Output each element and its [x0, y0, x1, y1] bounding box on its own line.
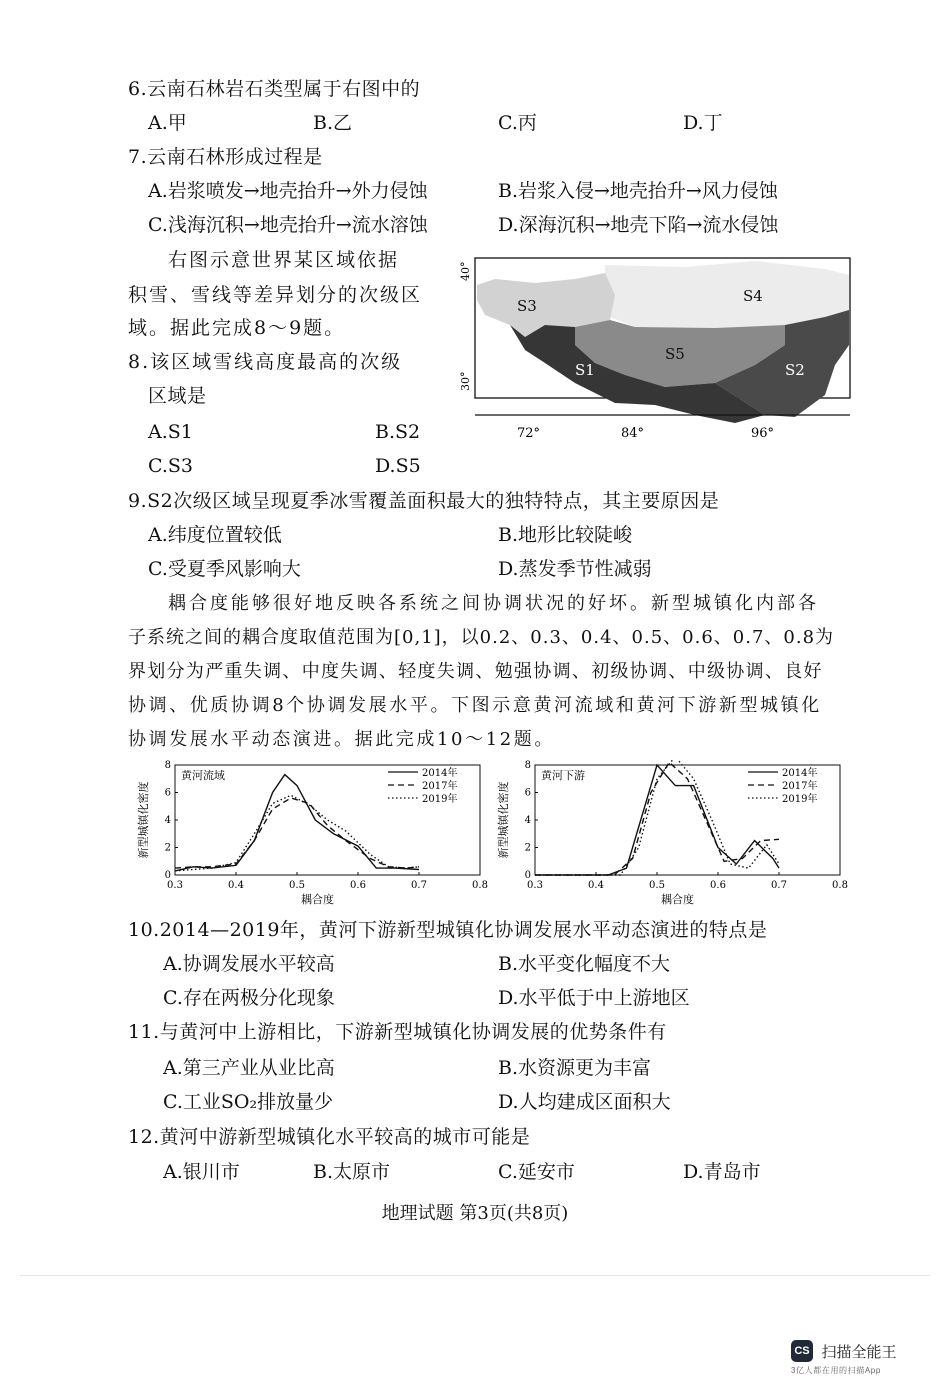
map-label-s4: S4: [743, 287, 763, 305]
legend-label: 2019年: [782, 794, 818, 805]
scanner-logo-icon: CS: [791, 1340, 813, 1362]
legend-label: 2017年: [782, 781, 818, 792]
q7-option-c: C.浅海沉积→地壳抬升→流水溶蚀: [148, 214, 428, 236]
x-tick-label: 0.6: [350, 880, 366, 891]
q9-option-c: C.受夏季风影响大: [148, 558, 301, 580]
map-lon-label-72: 72°: [517, 426, 541, 441]
x-tick-label: 0.7: [411, 880, 427, 891]
q6-stem: 6.云南石林岩石类型属于右图中的: [128, 78, 421, 100]
y-tick-label: 2: [164, 842, 171, 854]
q11-stem: 11.与黄河中上游相比，下游新型城镇化协调发展的优势条件有: [128, 1021, 667, 1043]
q9-option-a: A.纬度位置较低: [148, 524, 282, 546]
map-lat-label-40: 40°: [459, 261, 472, 281]
map-label-s5: S5: [665, 345, 685, 363]
x-axis-label: 耦合度: [301, 893, 334, 906]
scanner-slogan: 3亿人都在用的扫描App: [791, 1366, 881, 1375]
chart-yellow-river-basin: [135, 760, 495, 910]
x-tick-label: 0.5: [649, 880, 665, 891]
y-tick-label: 6: [524, 787, 531, 799]
x-tick-label: 0.3: [167, 880, 183, 891]
q8-option-d: D.S5: [375, 455, 421, 477]
q6-option-d: D.丁: [683, 112, 723, 134]
q8-stem: 8.该区域雪线高度最高的次级: [128, 351, 403, 373]
q12-option-b: B.太原市: [313, 1161, 391, 1183]
q7-option-d: D.深海沉积→地壳下陷→流水侵蚀: [498, 214, 779, 236]
map-lon-label-96: 96°: [751, 426, 775, 441]
q9-option-b: B.地形比较陡峻: [498, 524, 633, 546]
q12-stem: 12.黄河中游新型城镇化水平较高的城市可能是: [128, 1126, 531, 1148]
legend-label: 2019年: [422, 794, 458, 805]
stimulus-2-line-1: 耦合度能够很好地反映各系统之间协调状况的好坏。新型城镇化内部各: [168, 593, 819, 614]
y-tick-label: 0: [164, 870, 171, 881]
q6-option-a: A.甲: [148, 112, 187, 134]
q11-option-b: B.水资源更为丰富: [498, 1057, 652, 1079]
q6-option-b: B.乙: [313, 112, 353, 134]
series-line-2017年: [175, 798, 419, 868]
q8-option-b: B.S2: [375, 421, 421, 443]
q10-option-d: D.水平低于中上游地区: [498, 987, 690, 1009]
subregion-map: [455, 255, 855, 455]
x-axis-label: 耦合度: [661, 893, 694, 906]
map-label-s1: S1: [575, 361, 595, 379]
y-tick-label: 8: [524, 760, 531, 771]
q12-option-a: A.银川市: [163, 1161, 240, 1183]
stimulus-2-line-4: 协调、优质协调8个协调发展水平。下图示意黄河流域和黄河下游新型城镇化: [128, 695, 822, 716]
chart-yellow-river-lower: [495, 760, 855, 910]
scanner-watermark: [791, 1340, 896, 1376]
q10-option-c: C.存在两极分化现象: [163, 987, 335, 1009]
y-tick-label: 0: [524, 870, 531, 881]
q7-option-a: A.岩浆喷发→地壳抬升→外力侵蚀: [148, 180, 428, 202]
q11-option-c: C.工业SO₂排放量少: [163, 1091, 334, 1113]
legend-label: 2014年: [422, 768, 458, 779]
scanner-app-name: 扫描全能王: [821, 1343, 897, 1361]
chart-title: 黄河下游: [541, 769, 585, 782]
q7-stem: 7.云南石林形成过程是: [128, 146, 323, 168]
q11-option-a: A.第三产业从业比高: [163, 1057, 335, 1079]
map-lon-label-84: 84°: [621, 426, 645, 441]
y-tick-label: 4: [524, 815, 531, 826]
q12-option-d: D.青岛市: [683, 1161, 761, 1183]
x-tick-label: 0.3: [527, 880, 543, 891]
map-region-s4: [605, 261, 849, 328]
y-tick-label: 8: [164, 760, 171, 771]
q9-option-d: D.蒸发季节性减弱: [498, 558, 652, 580]
series-line-2014年: [175, 775, 419, 871]
q10-option-b: B.水平变化幅度不大: [498, 953, 671, 975]
legend-label: 2014年: [782, 768, 818, 779]
x-tick-label: 0.6: [710, 880, 726, 891]
q12-option-c: C.延安市: [498, 1161, 575, 1183]
page-footer: 地理试题 第3页(共8页): [381, 1203, 569, 1224]
x-tick-label: 0.5: [289, 880, 305, 891]
q9-stem: 9.S2次级区域呈现夏季冰雪覆盖面积最大的独特特点，其主要原因是: [128, 490, 720, 512]
stimulus-2-line-5: 协调发展水平动态演进。据此完成10～12题。: [128, 729, 556, 750]
map-label-s2: S2: [785, 361, 805, 379]
x-tick-label: 0.4: [228, 880, 244, 891]
q11-option-d: D.人均建成区面积大: [498, 1091, 671, 1113]
q8-option-c: C.S3: [148, 455, 194, 477]
scan-edge-divider: [20, 1275, 930, 1276]
stimulus-2-line-2: 子系统之间的耦合度取值范围为[0,1]，以0.2、0.3、0.4、0.5、0.6、0.7、0.8为: [128, 627, 835, 648]
map-lat-label-30: 30°: [459, 371, 472, 391]
y-tick-label: 6: [164, 787, 171, 799]
x-tick-label: 0.7: [771, 880, 787, 891]
y-axis-label: 新型城镇化密度: [137, 781, 150, 859]
chart-title: 黄河流域: [181, 769, 225, 782]
q8-option-a: A.S1: [148, 421, 193, 443]
legend-label: 2017年: [422, 781, 458, 792]
q10-stem: 10.2014—2019年，黄河下游新型城镇化协调发展水平动态演进的特点是: [128, 919, 768, 941]
series-line-2019年: [175, 795, 419, 871]
stimulus-1-line-1: 右图示意世界某区域依据: [168, 249, 400, 271]
q10-option-a: A.协调发展水平较高: [163, 953, 335, 975]
x-tick-label: 0.8: [832, 880, 848, 891]
q8-stem-continued: 区域是: [148, 385, 207, 407]
y-tick-label: 2: [524, 842, 531, 854]
y-tick-label: 4: [164, 815, 171, 826]
map-label-s3: S3: [517, 297, 537, 315]
stimulus-2-line-3: 界划分为严重失调、中度失调、轻度失调、勉强协调、初级协调、中级协调、良好: [128, 661, 823, 682]
q7-option-b: B.岩浆入侵→地壳抬升→风力侵蚀: [498, 180, 778, 202]
stimulus-1-line-2: 积雪、雪线等差异划分的次级区: [128, 284, 423, 306]
q6-option-c: C.丙: [498, 112, 537, 134]
stimulus-1-line-3: 域。据此完成8～9题。: [128, 317, 346, 339]
x-tick-label: 0.8: [472, 880, 488, 891]
y-axis-label: 新型城镇化密度: [497, 781, 510, 859]
x-tick-label: 0.4: [588, 880, 604, 891]
